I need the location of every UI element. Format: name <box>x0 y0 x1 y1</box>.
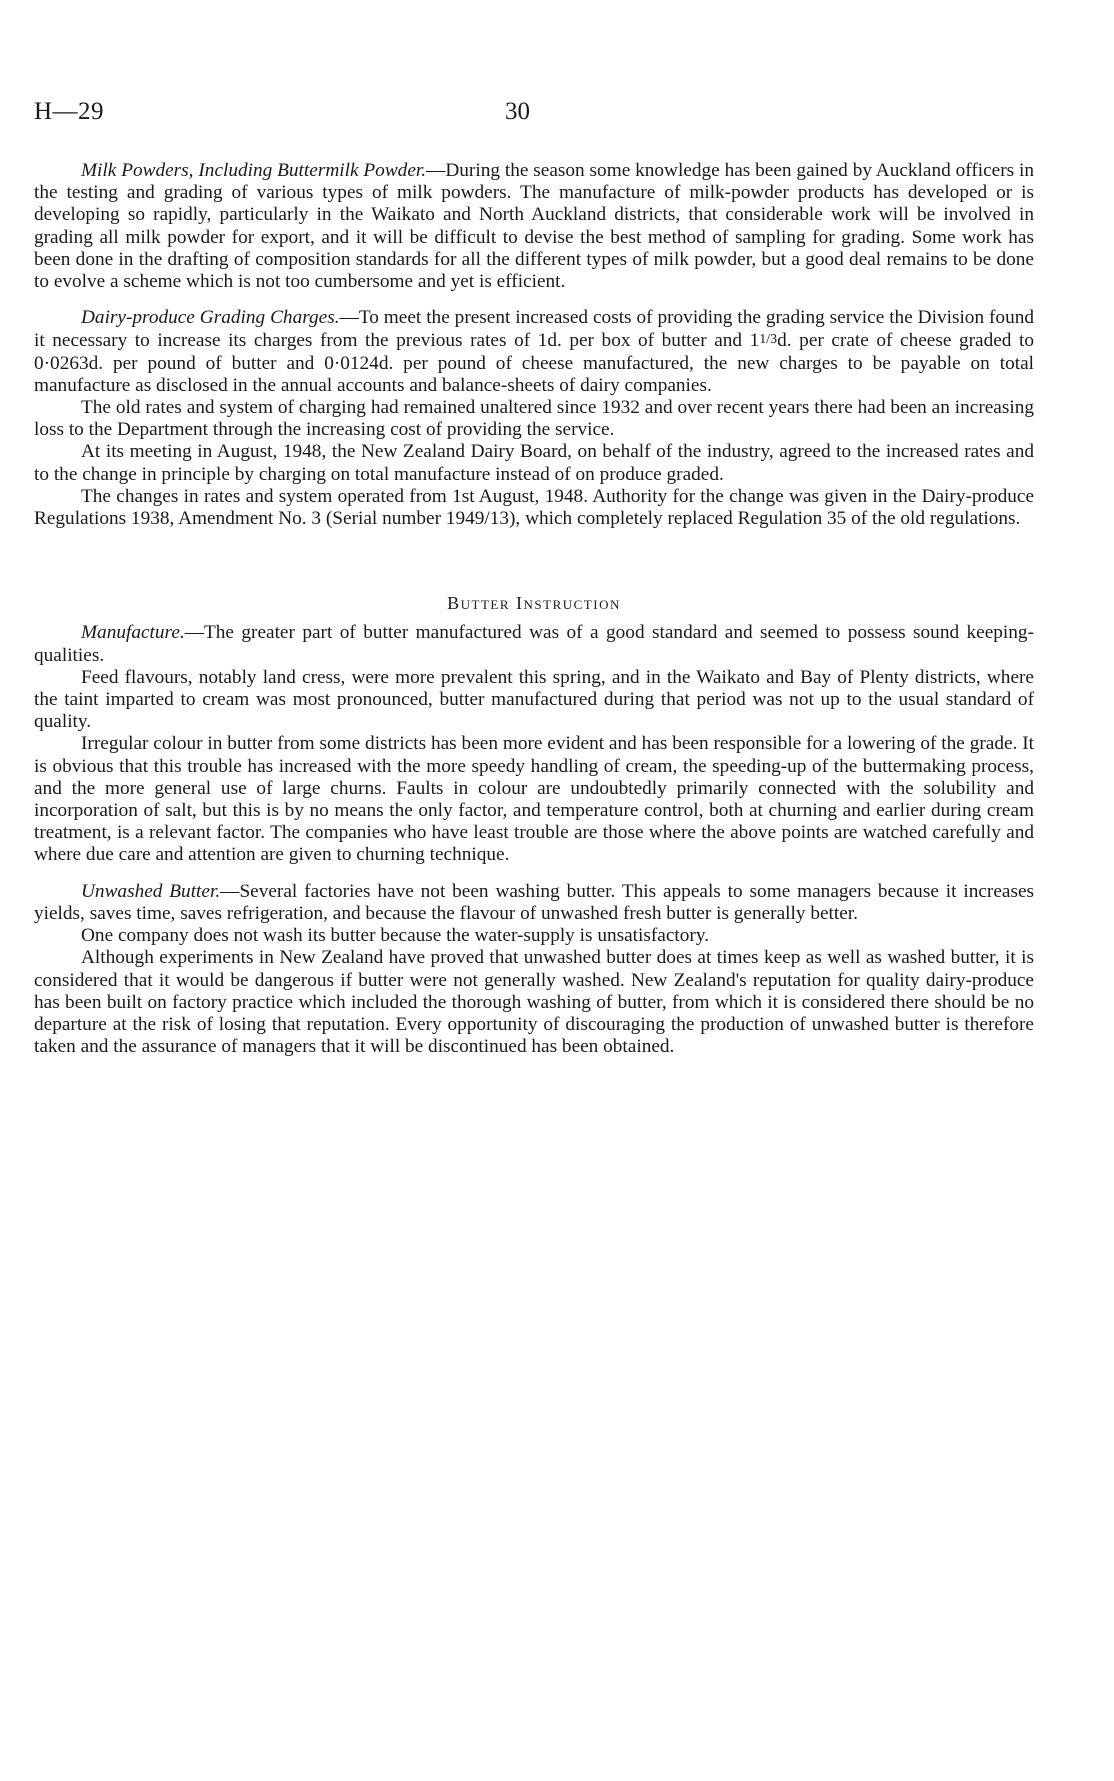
text-unwashed-butter: —Several factories have not been washing butter. This appeals to some managers because it increases yields, saves time, saves refrigeration, and because the flavour of unwashed fresh butter is generally better. <box>34 880 1035 924</box>
paragraph-grading-charges <box>34 307 1034 397</box>
lead-unwashed-butter: Unwashed Butter. <box>81 880 221 902</box>
body-text <box>34 160 1034 1058</box>
paragraph-unwashed-butter <box>34 881 1034 925</box>
paragraph-changes-operated: The changes in rates and system operated from 1st August, 1948. Authority for the change was given in the Dairy-produce Regulations 1938, Amendment No. 3 (Serial number 1949/13), which completely replaced Regulation 35 of the old regulations. <box>34 485 1034 530</box>
paragraph-irregular-colour: Irregular colour in butter from some districts has been more evident and has been responsible for a lowering of the grade. It is obvious that this trouble has increased with the more speedy handling of cream, the speeding-up of the buttermaking process, and the more general use of large churns. Faults in colour are undoubtedly primarily connected with the solubility and incorporation of salt, but this is by no means the only factor, and temperature control, both at churning and earlier during cream treatment, is a relevant factor. The companies who have least trouble are those where the above points are watched carefully and where due care and attention are given to churning technique. <box>34 733 1034 866</box>
section-heading-butter-instruction: Butter Instruction <box>447 593 621 614</box>
paragraph-old-rates: The old rates and system of charging had remained unaltered since 1932 and over recent years there had been an increasing loss to the Department through the increasing cost of providing the service. <box>34 397 1034 441</box>
paragraph-dairy-board-meeting: At its meeting in August, 1948, the New Zealand Dairy Board, on behalf of the industry, agreed to the increased rates and to the change in principle by charging on total manufacture instead of on produce graded. <box>34 441 1034 485</box>
text-manufacture: —The greater part of butter manufactured was of a good standard and seemed to possess sound keeping-qualities. <box>34 622 1034 666</box>
page-header <box>34 98 1034 134</box>
page-number: 30 <box>505 98 530 125</box>
paragraph-feed-flavours: Feed flavours, notably land cress, were more prevalent this spring, and in the Waikato and Bay of Plenty districts, where the taint imparted to cream was most pronounced, butter manufactured during that period was not up to the usual standard of quality. <box>34 666 1034 733</box>
paragraph-milk-powders <box>34 160 1034 293</box>
fraction-one-third: 1/3 <box>759 332 778 348</box>
paragraph-experiments: Although experiments in New Zealand have proved that unwashed butter does at times keep as well as washed butter, it is considered that it would be dangerous if butter were not generally washed. New Zealand's reputation for quality dairy-produce has been built on factory practice which included the thorough washing of butter, from which it is considered there should be no departure at the risk of losing that reputation. Every opportunity of discouraging the production of unwashed butter is therefore taken and the assurance of managers that it will be discontinued has been obtained. <box>34 947 1034 1058</box>
text-milk-powders: —During the season some knowledge has been gained by Auckland officers in the testing and grading of various types of milk powders. The manufacture of milk-powder products has developed or is developing so rapidly, particularly in the Waikato and North Auckland districts, that considerable work will be involved in grading all milk powder for export, and it will be difficult to devise the best method of sampling for grading. Some work has been done in the drafting of composition standards for all the different types of milk powder, but a good deal remains to be done to evolve a scheme which is not too cumbersome and yet is efficient. <box>34 160 1035 293</box>
lead-milk-powders: Milk Powders, Including Buttermilk Powder. <box>81 160 427 181</box>
paragraph-manufacture <box>34 622 1034 666</box>
document-reference: H—29 <box>34 98 105 125</box>
lead-grading-charges: Dairy-produce Grading Charges. <box>81 307 340 329</box>
text-grading-charges-a: —To meet the present increased costs of providing the grading service the Division found it necessary to increase its charges from the previous rates of 1d. per box of butter and 1 <box>34 307 1034 352</box>
text-grading-charges-b: d. per crate of cheese graded to 0·0263d. per pound of butter and 0·0124d. per pound of cheese manufactured, the new charges to be payable on total manufacture as disclosed in the annual accounts and balance-sheets of dairy companies. <box>34 330 1034 396</box>
paragraph-water-supply: One company does not wash its butter because the water-supply is unsatisfactory. <box>81 925 710 947</box>
lead-manufacture: Manufacture. <box>81 622 185 644</box>
